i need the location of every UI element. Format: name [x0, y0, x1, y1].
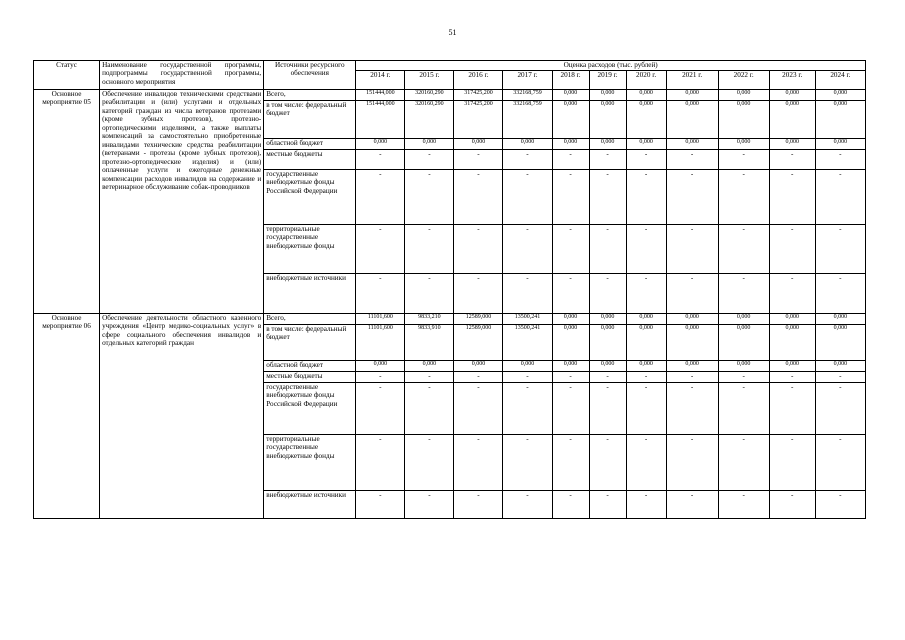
- funding-source: государственные внебюджетные фонды Российской Федерации: [264, 170, 356, 225]
- cost-value: 332168,759: [503, 101, 552, 139]
- cost-value: -: [626, 225, 666, 274]
- cost-value: 0,000: [666, 90, 718, 101]
- cost-value: 151444,000: [356, 90, 405, 101]
- cost-value: 0,000: [454, 139, 503, 150]
- funding-source: областной бюджет: [264, 361, 356, 372]
- cost-value: -: [356, 225, 405, 274]
- cost-value: 317425,200: [454, 101, 503, 139]
- cost-value: 0,000: [626, 325, 666, 361]
- cost-value: -: [589, 491, 626, 519]
- year-header: 2024 г.: [815, 71, 865, 90]
- cost-value: -: [454, 225, 503, 274]
- cost-value: -: [626, 170, 666, 225]
- cost-value: 0,000: [589, 361, 626, 372]
- cost-value: 0,000: [552, 139, 589, 150]
- cost-value: 0,000: [666, 325, 718, 361]
- cost-value: -: [626, 372, 666, 383]
- funding-source: внебюджетные источники: [264, 274, 356, 314]
- cost-value: 12589,000: [454, 314, 503, 325]
- cost-value: -: [666, 274, 718, 314]
- cost-value: 11101,600: [356, 325, 405, 361]
- cost-value: 0,000: [626, 139, 666, 150]
- cost-value: -: [454, 150, 503, 170]
- cost-value: -: [552, 274, 589, 314]
- header-cost-estimate: Оценка расходов (тыс. рублей): [356, 61, 866, 71]
- cost-value: -: [589, 372, 626, 383]
- cost-value: -: [503, 383, 552, 435]
- header-name: Наименование государственной программы, подпрограммы государственной программы, основного мероприятия: [100, 61, 264, 90]
- cost-value: 0,000: [552, 314, 589, 325]
- cost-value: -: [769, 170, 815, 225]
- cost-value: -: [718, 491, 769, 519]
- cost-value: -: [405, 491, 454, 519]
- cost-value: -: [626, 435, 666, 491]
- cost-value: 0,000: [552, 90, 589, 101]
- measure-name: Обеспечение деятельности областного казенного учреждения «Центр медико-социальных услуг» в сфере социального обеспечения инвалидов и отдельных категорий граждан: [100, 314, 264, 519]
- cost-value: -: [503, 274, 552, 314]
- cost-value: -: [626, 274, 666, 314]
- cost-value: 12589,000: [454, 325, 503, 361]
- cost-value: -: [356, 372, 405, 383]
- cost-value: 9833,910: [405, 325, 454, 361]
- cost-value: 0,000: [503, 361, 552, 372]
- cost-value: -: [405, 383, 454, 435]
- cost-value: -: [718, 372, 769, 383]
- cost-value: 320160,290: [405, 101, 454, 139]
- cost-value: 11101,600: [356, 314, 405, 325]
- cost-value: -: [552, 225, 589, 274]
- cost-value: -: [503, 170, 552, 225]
- cost-value: 0,000: [356, 139, 405, 150]
- cost-value: -: [718, 383, 769, 435]
- year-header: 2017 г.: [503, 71, 552, 90]
- cost-value: 0,000: [552, 101, 589, 139]
- cost-value: 0,000: [815, 325, 865, 361]
- cost-value: 0,000: [626, 361, 666, 372]
- year-header: 2019 г.: [589, 71, 626, 90]
- cost-value: 13500,241: [503, 314, 552, 325]
- cost-value: 9833,210: [405, 314, 454, 325]
- cost-value: -: [552, 435, 589, 491]
- cost-value: -: [718, 170, 769, 225]
- cost-value: -: [769, 372, 815, 383]
- cost-value: -: [815, 491, 865, 519]
- cost-value: 0,000: [769, 361, 815, 372]
- cost-value: 0,000: [815, 361, 865, 372]
- cost-value: 317425,200: [454, 90, 503, 101]
- measure-status: Основное мероприятие 05: [34, 90, 100, 314]
- cost-value: -: [356, 383, 405, 435]
- cost-value: 0,000: [503, 139, 552, 150]
- cost-value: 0,000: [589, 90, 626, 101]
- cost-value: 0,000: [589, 101, 626, 139]
- cost-value: 0,000: [552, 361, 589, 372]
- cost-value: -: [626, 150, 666, 170]
- page-number: 51: [448, 28, 457, 37]
- cost-value: 0,000: [815, 139, 865, 150]
- measure-status: Основное мероприятие 06: [34, 314, 100, 519]
- cost-value: -: [356, 491, 405, 519]
- cost-value: 0,000: [405, 139, 454, 150]
- cost-value: -: [552, 491, 589, 519]
- cost-value: -: [405, 150, 454, 170]
- cost-value: 0,000: [718, 325, 769, 361]
- cost-value: -: [503, 435, 552, 491]
- cost-value: 0,000: [626, 90, 666, 101]
- cost-value: -: [454, 170, 503, 225]
- cost-value: 0,000: [769, 314, 815, 325]
- cost-value: 0,000: [589, 314, 626, 325]
- cost-value: 320160,290: [405, 90, 454, 101]
- cost-value: -: [815, 170, 865, 225]
- cost-value: 0,000: [666, 139, 718, 150]
- cost-value: -: [503, 225, 552, 274]
- cost-value: -: [815, 435, 865, 491]
- cost-value: -: [454, 491, 503, 519]
- cost-value: -: [552, 383, 589, 435]
- cost-value: -: [769, 491, 815, 519]
- cost-value: 0,000: [666, 314, 718, 325]
- cost-value: -: [589, 274, 626, 314]
- year-header: 2021 г.: [666, 71, 718, 90]
- year-header: 2014 г.: [356, 71, 405, 90]
- cost-value: -: [503, 150, 552, 170]
- cost-value: -: [454, 383, 503, 435]
- funding-source: в том числе: федеральный бюджет: [264, 101, 356, 139]
- cost-value: -: [815, 383, 865, 435]
- cost-value: -: [405, 372, 454, 383]
- funding-source: Всего,: [264, 314, 356, 325]
- year-header: 2022 г.: [718, 71, 769, 90]
- cost-value: -: [666, 225, 718, 274]
- cost-value: -: [666, 170, 718, 225]
- cost-value: -: [718, 274, 769, 314]
- cost-value: -: [769, 225, 815, 274]
- cost-value: 0,000: [718, 101, 769, 139]
- resource-table: [33, 60, 866, 519]
- funding-source: Всего,: [264, 90, 356, 101]
- cost-value: -: [815, 372, 865, 383]
- cost-value: 0,000: [815, 101, 865, 139]
- cost-value: -: [356, 274, 405, 314]
- funding-source: областной бюджет: [264, 139, 356, 150]
- cost-value: 0,000: [769, 139, 815, 150]
- cost-value: -: [718, 435, 769, 491]
- cost-value: -: [769, 383, 815, 435]
- table-row: [34, 314, 866, 325]
- cost-value: 0,000: [815, 314, 865, 325]
- year-header: 2015 г.: [405, 71, 454, 90]
- cost-value: -: [405, 435, 454, 491]
- funding-source: внебюджетные источники: [264, 491, 356, 519]
- cost-value: 0,000: [626, 101, 666, 139]
- cost-value: -: [356, 170, 405, 225]
- cost-value: 0,000: [769, 101, 815, 139]
- cost-value: -: [454, 372, 503, 383]
- funding-source: местные бюджеты: [264, 372, 356, 383]
- cost-value: -: [503, 372, 552, 383]
- cost-value: 0,000: [718, 139, 769, 150]
- year-header: 2016 г.: [454, 71, 503, 90]
- funding-source: местные бюджеты: [264, 150, 356, 170]
- cost-value: 0,000: [405, 361, 454, 372]
- cost-value: -: [356, 150, 405, 170]
- cost-value: 0,000: [718, 361, 769, 372]
- cost-value: 0,000: [356, 361, 405, 372]
- cost-value: 0,000: [589, 139, 626, 150]
- funding-source: территориальные государственные внебюджетные фонды: [264, 225, 356, 274]
- cost-value: -: [626, 491, 666, 519]
- cost-value: -: [405, 170, 454, 225]
- cost-value: -: [454, 274, 503, 314]
- funding-source: территориальные государственные внебюджетные фонды: [264, 435, 356, 491]
- cost-value: -: [589, 225, 626, 274]
- cost-value: -: [666, 491, 718, 519]
- cost-value: -: [666, 383, 718, 435]
- cost-value: 0,000: [454, 361, 503, 372]
- table-row: [34, 90, 866, 101]
- cost-value: -: [815, 150, 865, 170]
- cost-value: -: [769, 435, 815, 491]
- cost-value: -: [589, 170, 626, 225]
- cost-value: 0,000: [769, 90, 815, 101]
- cost-value: -: [718, 150, 769, 170]
- cost-value: -: [356, 435, 405, 491]
- cost-value: 151444,000: [356, 101, 405, 139]
- cost-value: -: [769, 150, 815, 170]
- header-sources: Источники ресурсного обеспечения: [264, 61, 356, 90]
- cost-value: 0,000: [666, 101, 718, 139]
- cost-value: 0,000: [769, 325, 815, 361]
- cost-value: 332168,759: [503, 90, 552, 101]
- cost-value: -: [666, 435, 718, 491]
- cost-value: -: [815, 274, 865, 314]
- funding-source: государственные внебюджетные фонды Российской Федерации: [264, 383, 356, 435]
- cost-value: -: [552, 150, 589, 170]
- cost-value: -: [552, 372, 589, 383]
- cost-value: -: [405, 274, 454, 314]
- cost-value: -: [552, 170, 589, 225]
- cost-value: -: [589, 150, 626, 170]
- cost-value: 0,000: [626, 314, 666, 325]
- cost-value: -: [589, 383, 626, 435]
- cost-value: 0,000: [552, 325, 589, 361]
- cost-value: -: [815, 225, 865, 274]
- cost-value: -: [454, 435, 503, 491]
- cost-value: 0,000: [718, 90, 769, 101]
- header-status: Статус: [34, 61, 100, 90]
- year-header: 2020 г.: [626, 71, 666, 90]
- year-header: 2018 г.: [552, 71, 589, 90]
- cost-value: 13500,241: [503, 325, 552, 361]
- funding-source: в том числе: федеральный бюджет: [264, 325, 356, 361]
- cost-value: -: [503, 491, 552, 519]
- cost-value: 0,000: [815, 90, 865, 101]
- cost-value: -: [626, 383, 666, 435]
- cost-value: 0,000: [589, 325, 626, 361]
- year-header: 2023 г.: [769, 71, 815, 90]
- cost-value: 0,000: [666, 361, 718, 372]
- cost-value: -: [666, 150, 718, 170]
- cost-value: -: [769, 274, 815, 314]
- cost-value: -: [718, 225, 769, 274]
- cost-value: -: [589, 435, 626, 491]
- measure-name: Обеспечение инвалидов техническими средствами реабилитации и (или) услугами и отдельных категорий граждан из числа ветеранов протезами (кроме зубных протезов), протезно-ортопедическими изделиями, а также выплаты компенсаций за самостоятельно приобретенные инвалидами технические средства реабилитации (ветеранами - протезы (кроме зубных протезов), протезно-ортопедические изделия) и (или) оплаченные услуги и ежегодные денежные компенсации расходов инвалидов на содержание и ветеринарное обслуживание собак-проводников: [100, 90, 264, 314]
- cost-value: 0,000: [718, 314, 769, 325]
- cost-value: -: [405, 225, 454, 274]
- cost-value: -: [666, 372, 718, 383]
